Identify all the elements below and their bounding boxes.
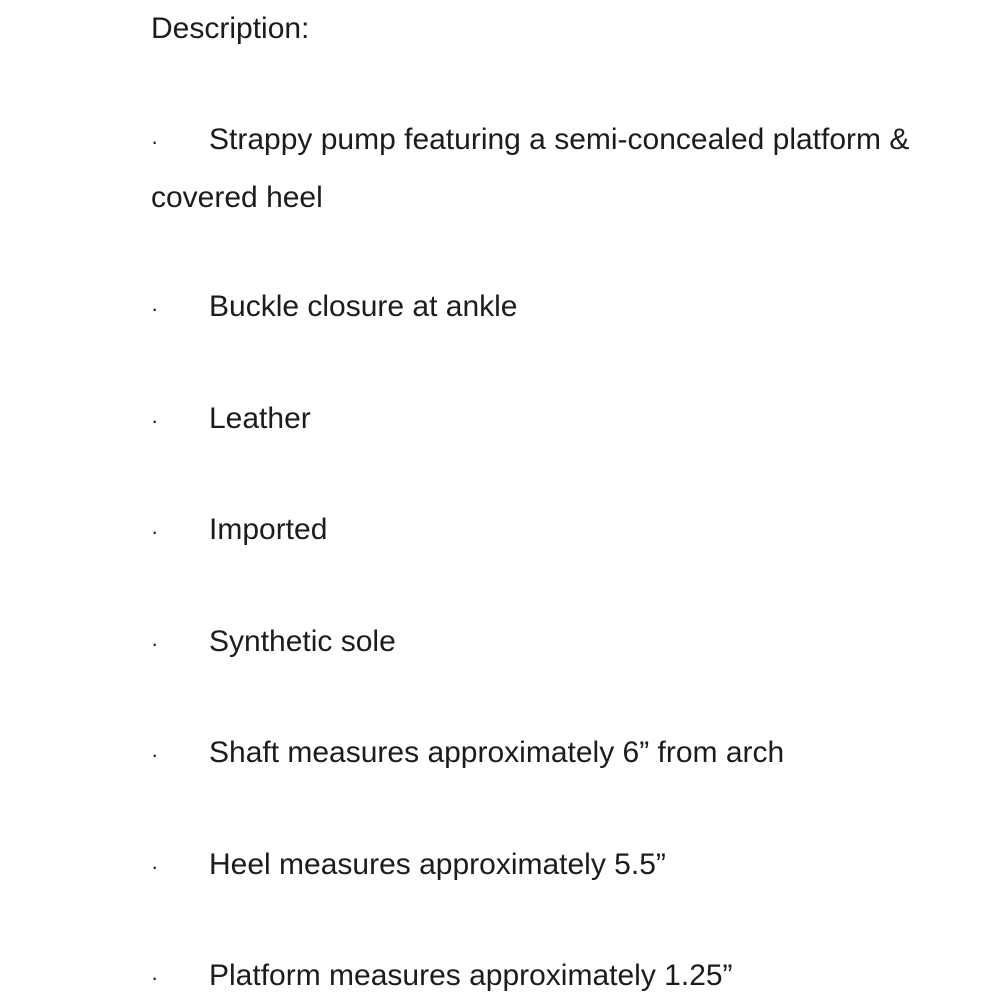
list-item bbox=[151, 725, 951, 783]
list-item-text: Buckle closure at ankle bbox=[209, 290, 518, 323]
bullet-icon: · bbox=[151, 742, 159, 767]
list-item bbox=[151, 614, 951, 672]
bullet-icon: · bbox=[151, 854, 159, 879]
list-item bbox=[151, 837, 951, 895]
bullet-icon: · bbox=[151, 631, 159, 656]
list-item-text: Leather bbox=[209, 402, 311, 435]
list-item-text: Strappy pump featuring a semi-concealed platform & covered heel bbox=[151, 123, 910, 214]
list-item bbox=[151, 391, 951, 449]
bullet-icon: · bbox=[151, 519, 159, 544]
list-item bbox=[151, 502, 951, 560]
list-item bbox=[151, 112, 951, 226]
list-item-text: Heel measures approximately 5.5” bbox=[209, 848, 666, 881]
list-item bbox=[151, 279, 951, 337]
description-heading: Description: bbox=[151, 12, 310, 45]
bullet-icon: · bbox=[151, 296, 159, 321]
bullet-icon: · bbox=[151, 129, 159, 154]
list-item-text: Imported bbox=[209, 513, 328, 546]
list-item bbox=[151, 948, 951, 1006]
list-item-text: Shaft measures approximately 6” from arch bbox=[209, 736, 785, 769]
list-item-text: Platform measures approximately 1.25” bbox=[209, 959, 733, 992]
list-item-text: Synthetic sole bbox=[209, 625, 396, 658]
bullet-icon: · bbox=[151, 965, 159, 990]
bullet-icon: · bbox=[151, 408, 159, 433]
